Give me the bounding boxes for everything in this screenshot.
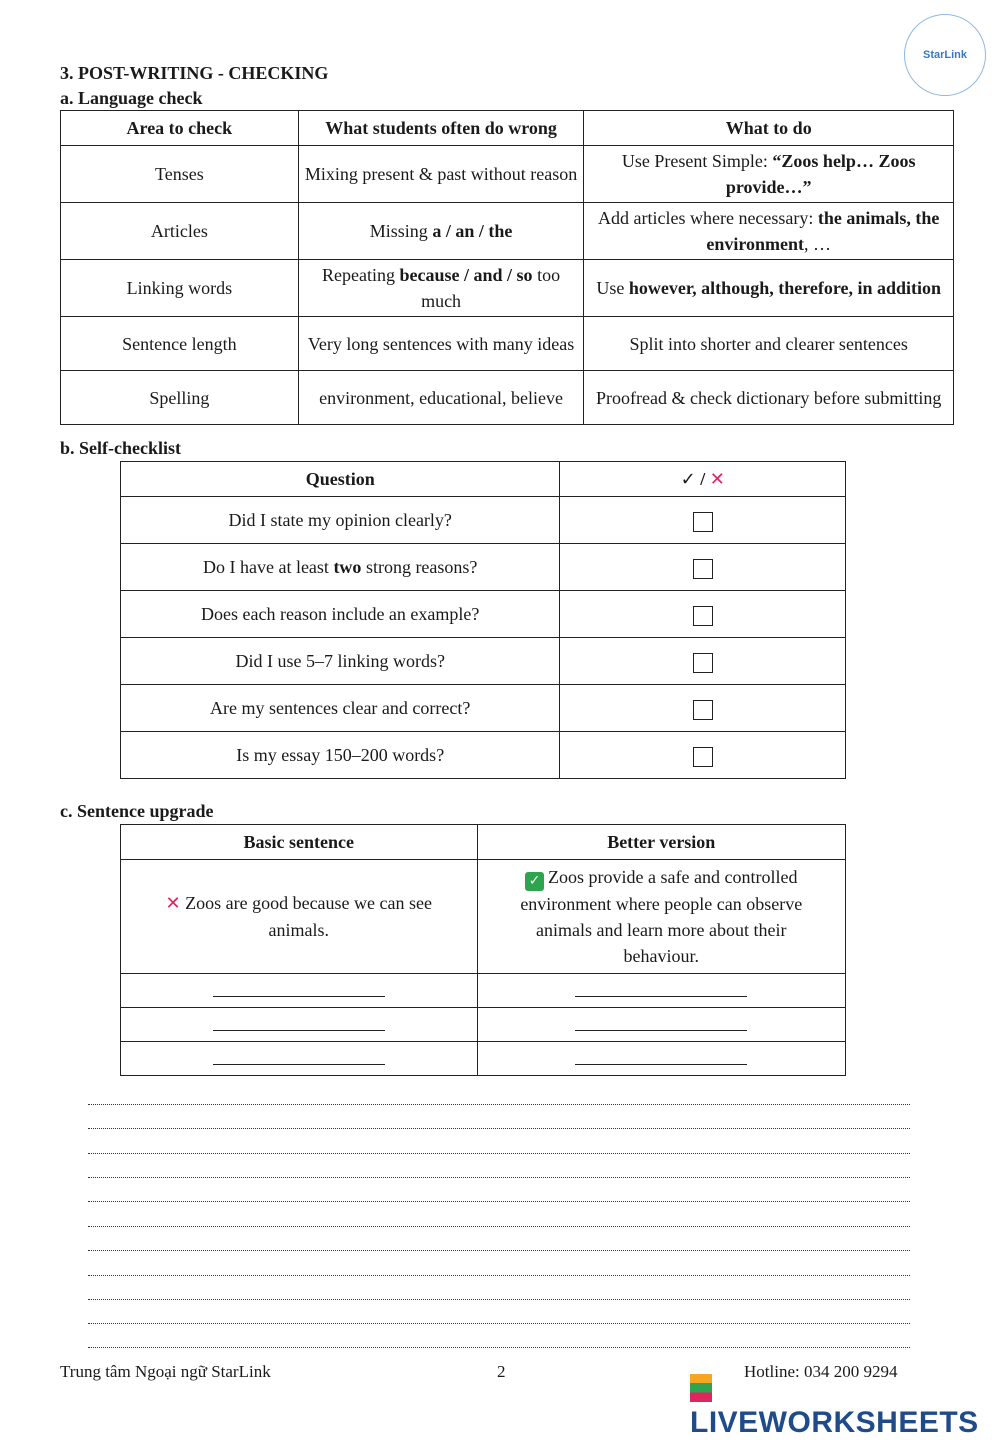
todo-tail: , … [804, 234, 832, 254]
better-blank-cell [477, 1008, 845, 1042]
better-answer-blank[interactable] [575, 1048, 747, 1065]
wrong-cell [298, 260, 584, 317]
footer-page-number: 2 [497, 1362, 506, 1381]
checkbox[interactable] [693, 512, 713, 532]
writing-line[interactable] [88, 1201, 910, 1202]
wrong-cell: Mixing present & past without reason [298, 146, 584, 203]
table-row [61, 371, 954, 425]
writing-line[interactable] [88, 1299, 910, 1300]
cross-icon: ✕ [709, 468, 725, 490]
question-text: Do I have at least [202, 557, 334, 577]
header-basic: Basic sentence [121, 825, 478, 860]
writing-line[interactable] [88, 1323, 910, 1324]
table-row [61, 317, 954, 371]
writing-line[interactable] [88, 1226, 910, 1227]
question-cell: Is my essay 150–200 words? [121, 732, 560, 779]
wrong-text: Repeating [322, 265, 400, 285]
example-row [121, 860, 846, 974]
todo-cell: Split into shorter and clearer sentences [584, 317, 954, 371]
header-better: Better version [477, 825, 845, 860]
area-cell: Sentence length [61, 317, 299, 371]
writing-line[interactable] [88, 1177, 910, 1178]
header-question: Question [121, 462, 560, 497]
basic-answer-blank[interactable] [213, 1014, 385, 1031]
checkbox-cell [560, 591, 846, 638]
basic-example-text: Zoos are good because we can see animals. [185, 893, 432, 940]
basic-blank-cell [121, 974, 478, 1008]
wrong-cell: environment, educational, believe [298, 371, 584, 425]
wrong-tail: too much [421, 265, 561, 311]
check-icon: ✓ [680, 468, 696, 490]
writing-line[interactable] [88, 1250, 910, 1251]
table-header-row [121, 462, 846, 497]
table-row [61, 146, 954, 203]
todo-text: Use [596, 278, 629, 298]
better-answer-blank[interactable] [575, 980, 747, 997]
header-wrong: What students often do wrong [298, 111, 584, 146]
writing-line[interactable] [88, 1275, 910, 1276]
area-cell: Articles [61, 203, 299, 260]
checkbox-cell [560, 732, 846, 779]
checklist-row [121, 685, 846, 732]
self-checklist-table [120, 461, 846, 779]
table-row [61, 203, 954, 260]
checkbox-cell [560, 497, 846, 544]
todo-cell [584, 146, 954, 203]
better-blank-cell [477, 1042, 845, 1076]
writing-line[interactable] [88, 1153, 910, 1154]
question-tail: strong reasons? [361, 557, 478, 577]
wrong-cell [298, 203, 584, 260]
basic-answer-blank[interactable] [213, 1048, 385, 1065]
basic-blank-cell [121, 1042, 478, 1076]
question-cell: Does each reason include an example? [121, 591, 560, 638]
self-checklist-title: b. Self-checklist [60, 438, 181, 458]
logo-text: StarLink [922, 49, 967, 61]
checkbox-cell [560, 544, 846, 591]
todo-text: Add articles where necessary: [598, 208, 818, 228]
sentence-upgrade-title: c. Sentence upgrade [60, 801, 214, 821]
question-bold: two [333, 557, 362, 577]
checklist-row [121, 544, 846, 591]
writing-line[interactable] [88, 1347, 910, 1348]
table-row [61, 260, 954, 317]
better-example-cell [477, 860, 845, 974]
writing-line[interactable] [88, 1104, 910, 1105]
question-cell: Did I state my opinion clearly? [121, 497, 560, 544]
checkbox[interactable] [693, 559, 713, 579]
blank-row [121, 1008, 846, 1042]
checkbox-cell [560, 685, 846, 732]
footer-center-name: Trung tâm Ngoại ngữ StarLink [60, 1362, 271, 1381]
wrong-text: Missing [369, 221, 433, 241]
wrong-bold: a / an / the [432, 221, 513, 241]
header-slash: / [695, 468, 710, 489]
cross-icon: ✕ [165, 893, 181, 914]
todo-cell: Proofread & check dictionary before submitting [584, 371, 954, 425]
better-blank-cell [477, 974, 845, 1008]
checkbox-cell [560, 638, 846, 685]
table-header-row [61, 111, 954, 146]
section-title: 3. POST-WRITING - CHECKING [60, 63, 329, 83]
todo-text: Use Present Simple: [621, 151, 773, 171]
wrong-cell: Very long sentences with many ideas [298, 317, 584, 371]
basic-blank-cell [121, 1008, 478, 1042]
sentence-upgrade-table [120, 824, 846, 1076]
language-check-table [60, 110, 954, 425]
question-cell [121, 544, 560, 591]
todo-cell [584, 203, 954, 260]
wrong-bold: because / and / so [399, 265, 533, 285]
header-todo: What to do [584, 111, 954, 146]
green-check-icon: ✓ [525, 872, 544, 891]
checklist-row [121, 591, 846, 638]
starlink-logo [904, 14, 986, 96]
basic-answer-blank[interactable] [213, 980, 385, 997]
area-cell: Tenses [61, 146, 299, 203]
language-check-title: a. Language check [60, 88, 203, 108]
area-cell: Linking words [61, 260, 299, 317]
better-example-text: Zoos provide a safe and controlled environment where people can observe animals and learn more about their behaviour. [520, 867, 803, 966]
checkbox[interactable] [693, 747, 713, 767]
footer-hotline: Hotline: 034 200 9294 [744, 1362, 898, 1381]
todo-bold: “Zoos help… Zoos provide…” [725, 151, 916, 197]
table-header-row [121, 825, 846, 860]
checklist-row [121, 638, 846, 685]
checkbox[interactable] [693, 606, 713, 626]
basic-example-cell [121, 860, 478, 974]
question-cell: Are my sentences clear and correct? [121, 685, 560, 732]
todo-bold: however, although, therefore, in addition [628, 278, 942, 298]
liveworksheets-logo-icon [690, 1374, 712, 1402]
blank-row [121, 974, 846, 1008]
question-cell: Did I use 5–7 linking words? [121, 638, 560, 685]
checkbox[interactable] [693, 653, 713, 673]
header-area: Area to check [61, 111, 299, 146]
checkbox[interactable] [693, 700, 713, 720]
better-answer-blank[interactable] [575, 1014, 747, 1031]
todo-cell [584, 260, 954, 317]
todo-bold: the animals, the environment [706, 208, 940, 254]
blank-row [121, 1042, 846, 1076]
checklist-row [121, 732, 846, 779]
liveworksheets-watermark [690, 1372, 1000, 1440]
writing-line[interactable] [88, 1128, 910, 1129]
header-check [560, 462, 846, 497]
watermark-text: LIVEWORKSHEETS [690, 1406, 979, 1439]
area-cell: Spelling [61, 371, 299, 425]
checklist-row [121, 497, 846, 544]
